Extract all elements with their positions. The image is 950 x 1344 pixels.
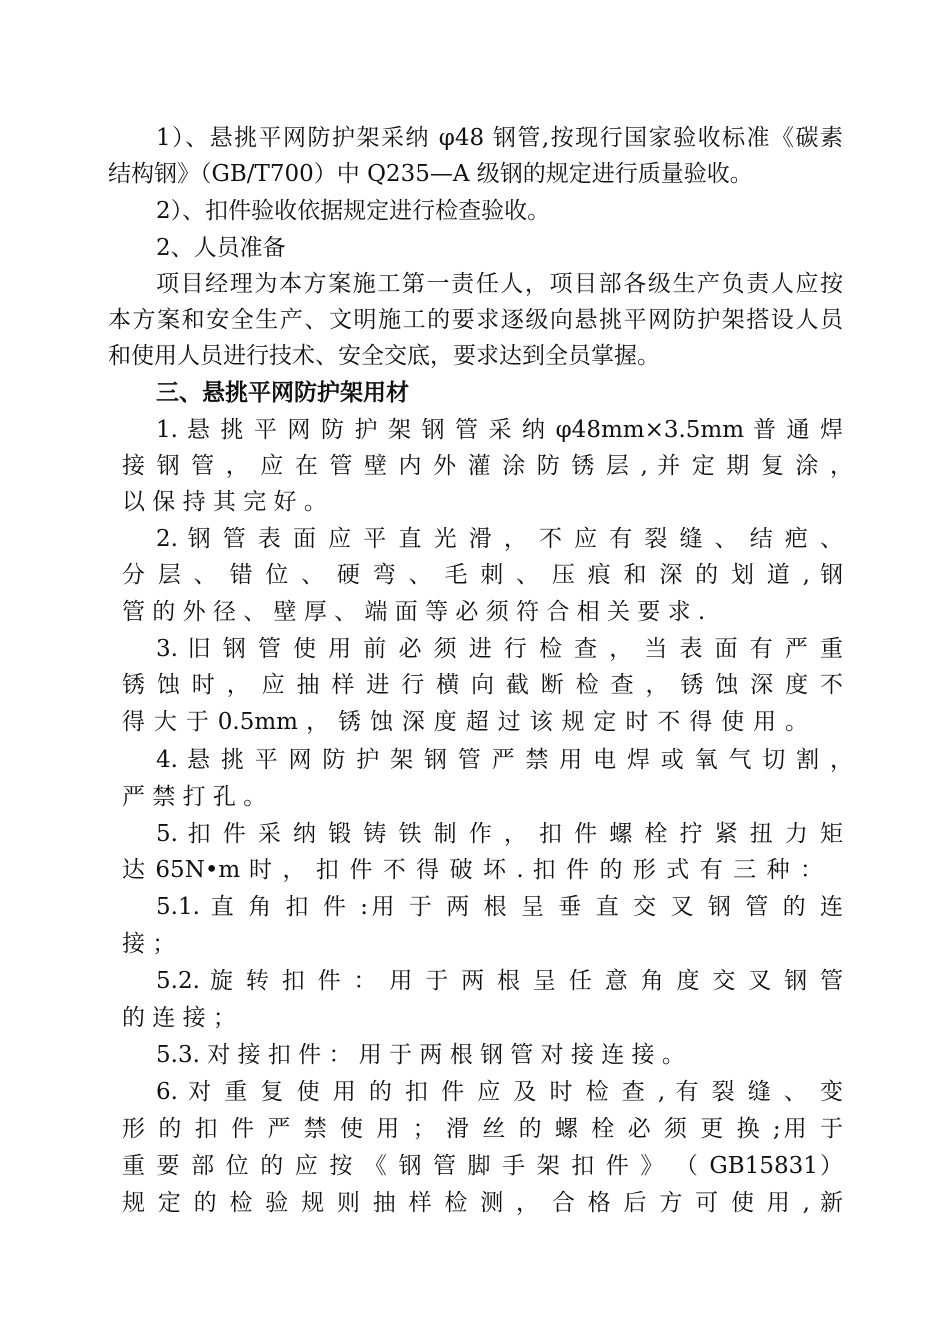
text-line: 严 禁 打 孔 。	[122, 784, 267, 810]
text-line: 锈 蚀 时 ， 应 抽 样 进 行 横 向 截 断 检 查 ， 锈 蚀 深 度 不	[122, 672, 843, 698]
text-line: 5. 扣 件 采 纳 锻 铸 铁 制 作 ， 扣 件 螺 栓 拧 紧 扭 力 矩	[156, 821, 843, 847]
text-line: 分 层 、 错 位 、 硬 弯 、 毛 刺 、 压 痕 和 深 的 划 道 , 钢	[122, 562, 843, 588]
text-line: 5.1. 直 角 扣 件 :用 于 两 根 呈 垂 直 交 叉 钢 管 的 连	[156, 894, 843, 920]
text-line: 2、人员准备	[156, 235, 286, 261]
text-line: 3. 旧 钢 管 使 用 前 必 须 进 行 检 查 ， 当 表 面 有 严 重	[156, 636, 843, 662]
text-line: 达 65N•m 时 ， 扣 件 不 得 破 坏 . 扣 件 的 形 式 有 三 种 ：	[122, 857, 823, 883]
text-line: 6. 对 重 复 使 用 的 扣 件 应 及 时 检 查 , 有 裂 缝 、 变	[156, 1079, 843, 1105]
text-line: 接 钢 管 ， 应 在 管 壁 内 外 灌 涂 防 锈 层 , 并 定 期 复 涂 ，	[122, 453, 853, 479]
text-line: 得 大 于 0.5mm ， 锈 蚀 深 度 超 过 该 规 定 时 不 得 使 用 。	[122, 709, 808, 735]
text-line: 2. 钢 管 表 面 应 平 直 光 滑 ， 不 应 有 裂 缝 、 结 疤 、	[156, 526, 843, 552]
text-line: 以 保 持 其 完 好 。	[122, 489, 327, 515]
text-line: 重 要 部 位 的 应 按 《 钢 管 脚 手 架 扣 件 》 （ GB15831）	[122, 1153, 843, 1179]
text-line: 的 连 接 ；	[122, 1005, 236, 1031]
text-line: 1. 悬 挑 平 网 防 护 架 钢 管 采 纳 φ48mm×3.5mm 普 通 焊	[156, 417, 843, 443]
text-line: 和使用人员进行技术、安全交底，要求达到全员掌握。	[108, 343, 660, 369]
text-line: 2）、扣件验收依据规定进行检查验收。	[156, 198, 551, 224]
text-line: 项目经理为本方案施工第一责任人，项目部各级生产负责人应按	[156, 271, 843, 297]
section-heading: 三、悬挑平网防护架用材	[156, 380, 409, 406]
text-line: 结构钢》（GB/T700）中 Q235—A 级钢的规定进行质量验收。	[108, 161, 753, 187]
text-line: 形 的 扣 件 严 禁 使 用 ； 滑 丝 的 螺 栓 必 须 更 换 ;用 于	[122, 1116, 843, 1142]
text-line: 1）、悬挑平网防护架采纳 φ48 钢管,按现行国家验收标准《碳素	[156, 125, 843, 151]
text-line: 5.2. 旋 转 扣 件 ： 用 于 两 根 呈 任 意 角 度 交 叉 钢 管	[156, 968, 843, 994]
text-line: 规 定 的 检 验 规 则 抽 样 检 测 ， 合 格 后 方 可 使 用 , 新	[122, 1190, 843, 1216]
text-line: 5.3. 对 接 扣 件 ： 用 于 两 根 钢 管 对 接 连 接 。	[156, 1042, 685, 1068]
text-line: 4. 悬 挑 平 网 防 护 架 钢 管 严 禁 用 电 焊 或 氧 气 切 割 ，	[156, 747, 853, 773]
text-line: 接 ；	[122, 931, 176, 957]
text-line: 管 的 外 径 、 壁 厚 、 端 面 等 必 须 符 合 相 关 要 求 .	[122, 599, 706, 625]
text-line: 本方案和安全生产、文明施工的要求逐级向悬挑平网防护架搭设人员	[108, 307, 843, 333]
